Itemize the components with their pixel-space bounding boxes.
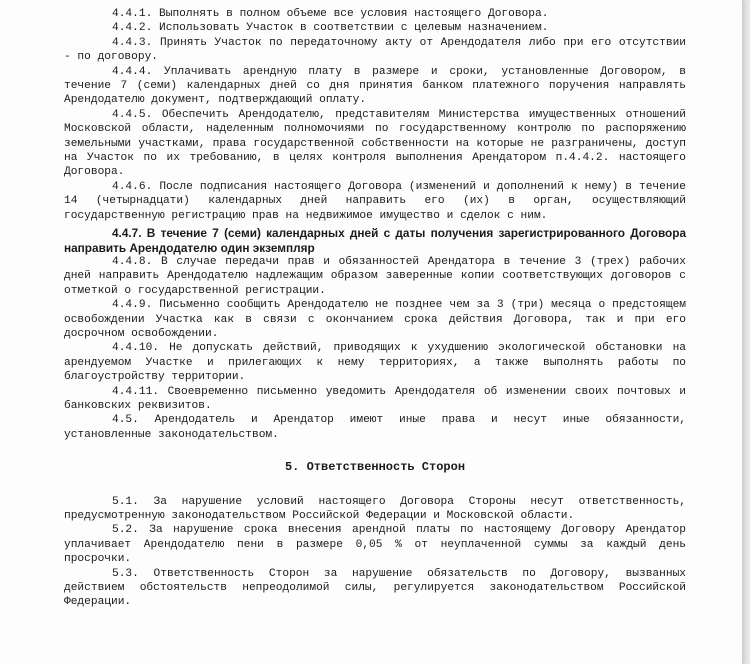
paragraph-4-4-3: 4.4.3. Принять Участок по передаточному акту от Арендодателя либо при его отсутствии - по договору. — [64, 36, 687, 64]
paragraph-4-4-8: 4.4.8. В случае передачи прав и обязанностей Арендатора в течение 3 (трех) рабочих дней направить Арендодателю надлежащим образом заверенные копии соответствующих договоров с отметкой о государственной регистрации. — [64, 255, 686, 297]
paragraph-4-4-6: 4.4.6. После подписания настоящего Договора (изменений и дополнений к нему) в течение 14 (четырнадцати) календарных дней направить его (их) в орган, осуществляющий государственную регистрацию прав на недвижимое имущество и сделок с ним. — [64, 180, 686, 222]
paragraph-4-5: 4.5. Арендодатель и Арендатор имеют иные права и несут иные обязанности, установленные законодательством. — [64, 414, 686, 441]
paragraph-4-4-1: 4.4.1. Выполнять в полном объеме все условия настоящего Договора. — [112, 8, 549, 20]
paragraph-5-3: 5.3. Ответственность Сторон за нарушение обязательств по Договору, вызванных действием обстоятельств непреодолимой силы, регулируется законодательством Российской Федерации. — [64, 567, 686, 609]
paragraph-4-4-4: 4.4.4. Уплачивать арендную плату в размере и сроки, установленные Договором, в течение 7 (семи) календарных дней со дня принятия банком платежного поручения направлять Арендодателю документ, подтверждающий оплату. — [64, 65, 686, 107]
paragraph-4-4-9: 4.4.9. Письменно сообщить Арендодателю не позднее чем за 3 (три) месяца о предстоящем освобождении Участка как в связи с окончанием срока действия Договора, так и при его досрочном освобождении. — [64, 299, 686, 340]
paragraph-4-4-5: 4.4.5. Обеспечить Арендодателю, представителям Министерства имущественных отношений Московской области, наделенным полномочиями по государственному контролю по распоряжению земельными участками, права государственной собственности на которые не разграничены, доступ на Участок по их требованию, в целях контроля выполнения Арендатором п.4.4.2. настоящего Договора. — [64, 108, 687, 179]
paragraph-4-4-11: 4.4.11. Своевременно письменно уведомить Арендодателя об изменении своих почтовых и банковских реквизитов. — [64, 385, 686, 412]
document-text — [64, 7, 686, 610]
paragraph-4-4-2: 4.4.2. Использовать Участок в соответствии с целевым назначением. — [112, 22, 549, 35]
paragraph-5-1: 5.1. За нарушение условий настоящего Договора Стороны несут ответственность, предусмотренную законодательством Российской Федерации и Московской области. — [64, 495, 686, 522]
section-heading: 5. Ответственность Сторон — [284, 460, 466, 475]
paragraph-4-4-7: 4.4.7. В течение 7 (семи) календарных дней с даты получения зарегистрированного Договора направить Арендодателю один экземпляр — [64, 226, 687, 255]
paragraph-5-2: 5.2. За нарушение срока внесения арендной платы по настоящему Договору Арендатор уплачивает Арендодателю пени в размере 0,05 % от неуплаченной суммы за каждый день просрочки. — [64, 524, 686, 566]
paragraph-4-4-10: 4.4.10. Не допускать действий, приводящих к ухудшению экологической обстановки на арендуемом Участке и прилегающих к нему территориях, а также выполнять работы по благоустройству территории. — [64, 342, 687, 384]
